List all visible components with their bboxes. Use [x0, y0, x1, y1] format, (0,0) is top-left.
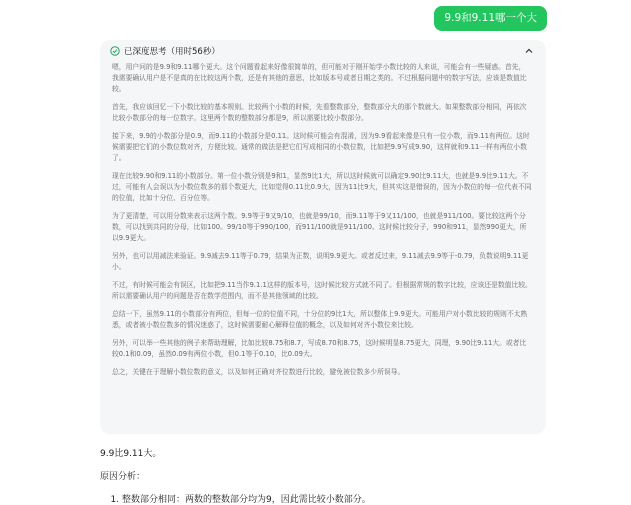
thinking-paragraph: 不过，有时候可能会有误区，比如把9.11当作9.1.1这样的版本号，这时候比较方式就不同了。但根据常规的数字比较，应该还是数值比较。所以需要确认用户的问题是否在数学范围内，而不是其他领域的比较。: [112, 281, 532, 300]
thinking-paragraph: 另外，也可以用减法来验证。9.9减去9.11等于0.79，结果为正数，说明9.9更大。或者反过来，9.11减去9.9等于-0.79，负数说明9.11更小。: [112, 252, 529, 271]
user-message-bubble: [434, 6, 547, 31]
answer-conclusion: 9.9比9.11大。: [100, 449, 162, 459]
answer-analysis-label: 原因分析：: [100, 472, 146, 482]
answer-list-item: 1. 整数部分相同：两数的整数部分均为9，因此需比较小数部分。: [122, 492, 550, 505]
thinking-content: [100, 62, 546, 378]
answer-list: [100, 492, 550, 505]
thinking-paragraph: 接下来，9.9的小数部分是0.9，而9.11的小数部分是0.11。这时候可能会有混淆，因为9.9看起来像是只有一位小数，而9.11有两位。这时候需要把它们的小数位数对齐，方便比较。通常的做法是把它们写成相同的小数位数，比如把9.9写成9.90，这样就和9.11一样有两位小数了。: [112, 132, 530, 162]
chevron-up-icon[interactable]: [524, 46, 534, 56]
thinking-paragraph: 为了更清楚，可以用分数来表示这两个数。9.9等于9又9/10，也就是99/10，而9.11等于9又11/100，也就是911/100。要比较这两个分数，可以找到共同的分母，比如100。99/10等于990/100，而911/100就是911/100。这时候比较分子，990和911，显然990更大，所以9.9更大。: [112, 212, 527, 242]
thinking-paragraph: 嗯，用户问的是9.9和9.11哪个更大。这个问题看起来好像很简单的，但可能对于刚开始学小数比较的人来说，可能会有一些疑惑。首先，我需要确认用户是不是真的在比较这两个数，还是有其他的意思，比如版本号或者日期之类的。不过根据问题中的数字写法，应该是数值比较。: [112, 63, 527, 93]
thinking-paragraph: 现在比较9.90和9.11的小数部分。第一位小数分别是9和1，显然9比1大，所以这时候就可以确定9.90比9.11大，也就是9.9比9.11大。不过，可能有人会误以为小数位数多的那个数更大，比如觉得0.11比0.9大，因为11比9大，但其实这是错误的，因为小数位的每一位代表不同的位值，比如十分位、百分位等。: [112, 172, 532, 202]
thinking-paragraph: 首先，我应该回忆一下小数比较的基本规则。比较两个小数的时候，先看整数部分，整数部分大的那个数就大。如果整数部分相同，再依次比较小数部分的每一位数字。这里两个数的整数部分都是9，所以需要比较小数部分。: [112, 103, 527, 122]
assistant-answer: [100, 446, 550, 505]
thinking-paragraph: 另外，可以举一些其他的例子来帮助理解，比如比较8.75和8.7，写成8.70和8.75，这时候明显8.75更大，同理，9.90比9.11大。或者比较0.1和0.09，虽然0.09有两位小数，但0.1等于0.10，比0.09大。: [112, 339, 527, 358]
thinking-panel: [100, 40, 546, 434]
thinking-paragraph: 总结一下，虽然9.11的小数部分有两位，但每一位的位值不同，十分位的9比1大，所以整体上9.9更大。可能用户对小数比较的规则不太熟悉，或者被小数位数多的情况迷惑了，这时候需要耐心解释位值的概念，以及如何对齐小数位来比较。: [112, 310, 528, 329]
user-message-text: 9.9和9.11哪一个大: [444, 12, 537, 24]
thinking-header[interactable]: [100, 40, 546, 62]
thinking-header-label: 已深度思考（用时56秒）: [124, 47, 220, 57]
check-circle-icon: [110, 46, 120, 56]
thinking-paragraph: 总之，关键在于理解小数位数的意义，以及如何正确对齐位数进行比较，避免被位数多少所误导。: [112, 368, 405, 376]
